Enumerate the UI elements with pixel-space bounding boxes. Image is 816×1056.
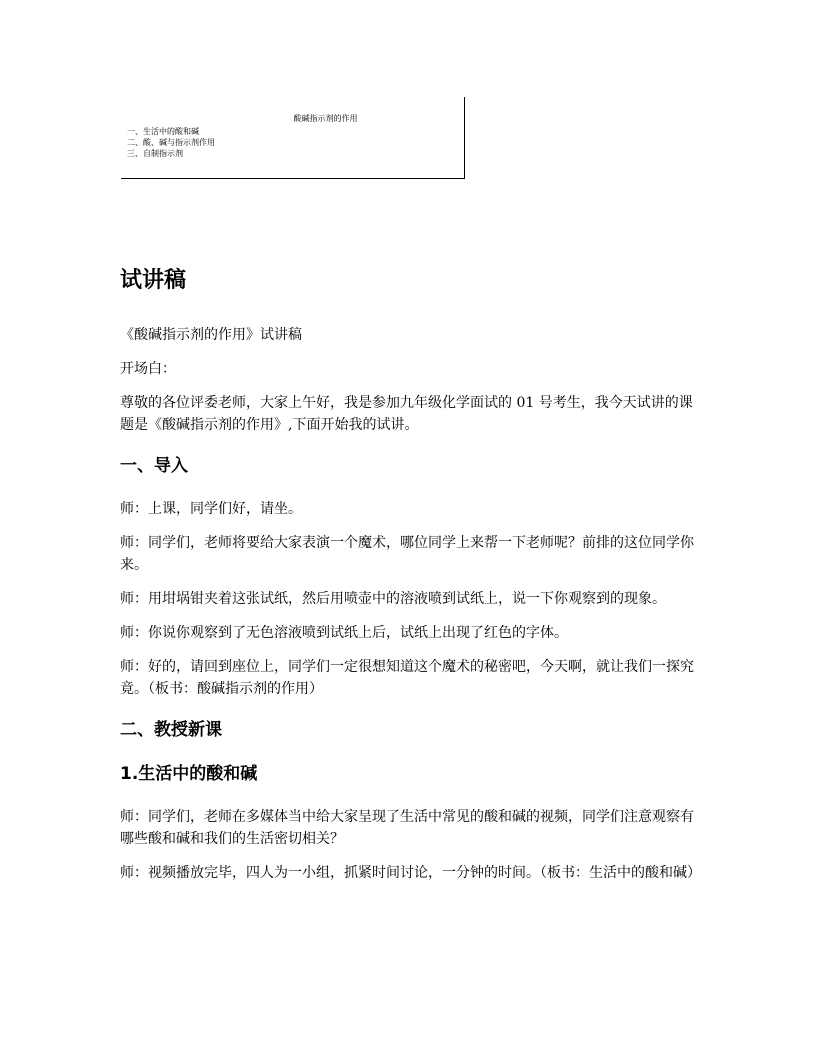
section-heading: 一、导入 xyxy=(120,456,188,476)
blackboard-line: 二、酸、碱与指示剂作用 xyxy=(127,138,215,147)
section-heading: 1.生活中的酸和碱 xyxy=(120,764,258,784)
paragraph: 师：用坩埚钳夹着这张试纸，然后用喷壶中的溶液喷到试纸上，说一下你观察到的现象。 xyxy=(120,591,666,607)
paragraph: 《酸碱指示剂的作用》试讲稿 xyxy=(120,327,302,343)
document-title: 试讲稿 xyxy=(120,268,187,293)
paragraph: 师：你说你观察到了无色溶液喷到试纸上后，试纸上出现了红色的字体。 xyxy=(120,625,568,641)
document-body xyxy=(120,258,700,896)
paragraph: 师：同学们，老师在多媒体当中给大家呈现了生活中常见的酸和碱的视频，同学们注意观察有哪些酸和碱和我们的生活密切相关？ xyxy=(120,809,694,847)
paragraph: 师：上课，同学们好，请坐。 xyxy=(120,501,302,517)
blackboard-line: 一、生活中的酸和碱 xyxy=(127,127,199,136)
blackboard-title: 酸碱指示剂的作用 xyxy=(293,114,358,123)
document-blocks xyxy=(120,324,700,884)
paragraph: 师：同学们，老师将要给大家表演一个魔术，哪位同学上来帮一下老师呢？前排的这位同学你来。 xyxy=(120,535,694,573)
blackboard-image xyxy=(121,97,465,179)
section-heading: 二、教授新课 xyxy=(120,720,222,740)
paragraph: 尊敬的各位评委老师，大家上午好，我是参加九年级化学面试的 01 号考生，我今天试讲的课题是《酸碱指示剂的作用》,下面开始我的试讲。 xyxy=(120,395,693,433)
paragraph: 开场白： xyxy=(120,361,176,377)
paragraph: 师：好的，请回到座位上，同学们一定很想知道这个魔术的秘密吧，今天啊，就让我们一探究竟。（板书：酸碱指示剂的作用） xyxy=(120,659,694,697)
blackboard-outline xyxy=(127,126,215,159)
blackboard-line: 三、自制指示剂 xyxy=(127,149,183,158)
paragraph: 师：视频播放完毕，四人为一小组，抓紧时间讨论，一分钟的时间。（板书：生活中的酸和碱） xyxy=(120,865,701,881)
